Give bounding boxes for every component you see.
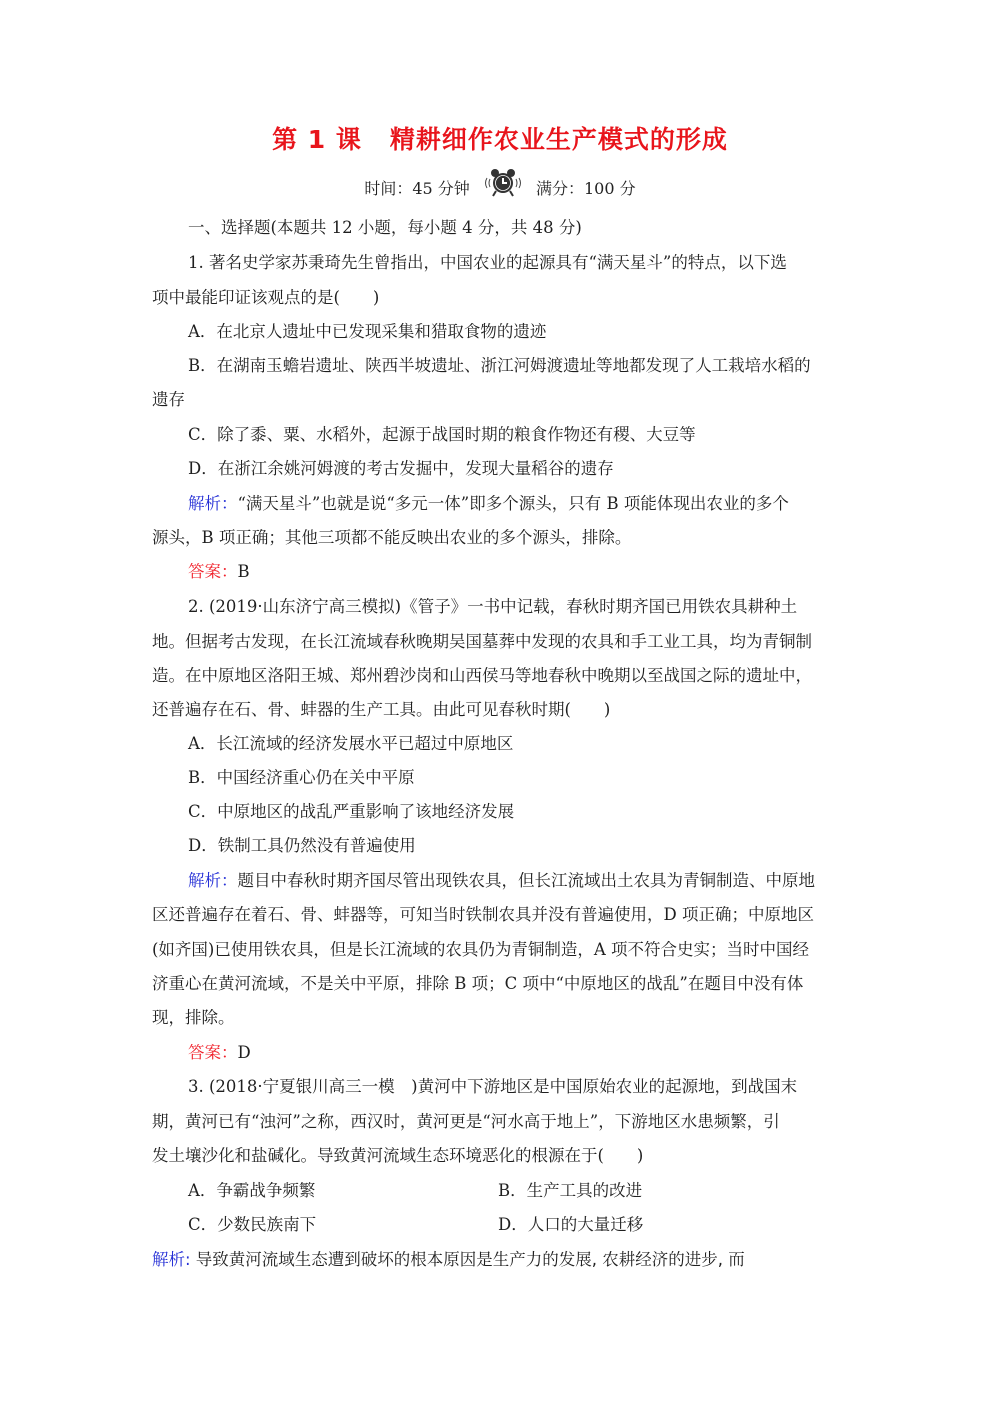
page-title [0,120,1000,156]
question-3-option-b: B．生产工具的改进 [498,1181,643,1200]
question-1-option-a: A．在北京人遗址中已发现采集和猎取食物的遗迹 [188,322,547,341]
analysis-text: “满天星斗”也就是说“多元一体”即多个源头，只有 B 项能体现出农业的多个 [237,494,789,513]
question-1-option-b: B．在湖南玉蟾岩遗址、陕西半坡遗址、浙江河姆渡遗址等地都发现了人工栽培水稻的 [188,356,811,375]
question-2-option-a: A．长江流域的经济发展水平已超过中原地区 [188,734,514,753]
analysis-label: 解析： [188,871,238,890]
answer-label: 答案： [188,1043,238,1062]
question-3-line-3: 发土壤沙化和盐碱化。导致黄河流域生态环境恶化的根源在于( ) [152,1146,644,1165]
lesson-title: 精耕细作农业生产模式的形成 [389,125,728,154]
question-2-analysis-line-3: (如齐国)已使用铁农具，但是长江流域的农具仍为青铜制造，A 项不符合史实；当时中国经 [152,940,810,959]
analysis-text: 题目中春秋时期齐国尽管出现铁农具，但长江流域出土农具为青铜制造、中原地 [237,871,815,890]
question-3-line-1: 3. (2018·宁夏银川高三一模 )黄河中下游地区是中国原始农业的起源地，到战国末 [188,1077,798,1096]
question-2-line-1: 2. (2019·山东济宁高三模拟)《管子》一书中记载，春秋时期齐国已用铁农具耕种土 [188,597,798,616]
question-1-option-b-cont: 遗存 [152,390,185,409]
question-1-line-1: 1. 著名史学家苏秉琦先生曾指出，中国农业的起源具有“满天星斗”的特点，以下选 [188,253,787,272]
time-score-bar [0,168,1000,199]
question-3-analysis [152,1250,745,1270]
analysis-label: 解析： [188,494,238,513]
question-2-analysis [188,871,815,891]
question-1-analysis [188,494,789,514]
question-3-line-2: 期，黄河已有“浊河”之称，西汉时，黄河更是“河水高于地上”，下游地区水患频繁，引 [152,1112,780,1131]
answer-value: B [237,562,250,581]
full-score: 满分：100 分 [536,179,636,198]
section-heading: 一、选择题(本题共 12 小题，每小题 4 分，共 48 分) [188,218,582,237]
question-2-line-4: 还普遍存在石、骨、蚌器的生产工具。由此可见春秋时期( ) [152,700,611,719]
question-1-option-d: D．在浙江余姚河姆渡的考古发掘中，发现大量稻谷的遗存 [188,459,614,478]
question-1-answer [188,562,250,582]
alarm-clock-icon [481,168,525,198]
question-2-option-c: C．中原地区的战乱严重影响了该地经济发展 [188,802,515,821]
question-3-option-d: D．人口的大量迁移 [498,1215,644,1234]
analysis-text: 导致黄河流域生态遭到破坏的根本原因是生产力的发展, 农耕经济的进步, 而 [190,1250,745,1269]
question-2-line-2: 地。但据考古发现，在长江流域春秋晚期吴国墓葬中发现的农具和手工业工具，均为青铜制 [152,632,812,651]
question-3-option-c: C．少数民族南下 [188,1215,317,1234]
question-2-option-d: D．铁制工具仍然没有普遍使用 [188,836,416,855]
question-1-line-2: 项中最能印证该观点的是( ) [152,288,380,307]
answer-value: D [237,1043,251,1062]
question-3-option-a: A．争霸战争频繁 [188,1181,316,1200]
question-2-line-3: 造。在中原地区洛阳王城、郑州碧沙岗和山西侯马等地春秋中晚期以至战国之际的遗址中， [152,666,812,685]
question-2-analysis-line-2: 区还普遍存在着石、骨、蚌器等，可知当时铁制农具并没有普遍使用，D 项正确；中原地区 [152,905,814,924]
question-1-option-c: C．除了黍、粟、水稻外，起源于战国时期的粮食作物还有稷、大豆等 [188,425,696,444]
question-2-analysis-line-4: 济重心在黄河流域，不是关中平原，排除 B 项；C 项中“中原地区的战乱”在题目中没有体 [152,974,804,993]
question-2-option-b: B．中国经济重心仍在关中平原 [188,768,415,787]
analysis-label: 解析: [152,1250,191,1269]
question-2-answer [188,1043,251,1063]
question-1-analysis-cont: 源头，B 项正确；其他三项都不能反映出农业的多个源头，排除。 [152,528,632,547]
question-2-analysis-line-5: 现，排除。 [152,1008,235,1027]
answer-label: 答案： [188,562,238,581]
time-limit: 时间：45 分钟 [364,179,470,198]
lesson-number: 第 1 课 [272,125,362,154]
